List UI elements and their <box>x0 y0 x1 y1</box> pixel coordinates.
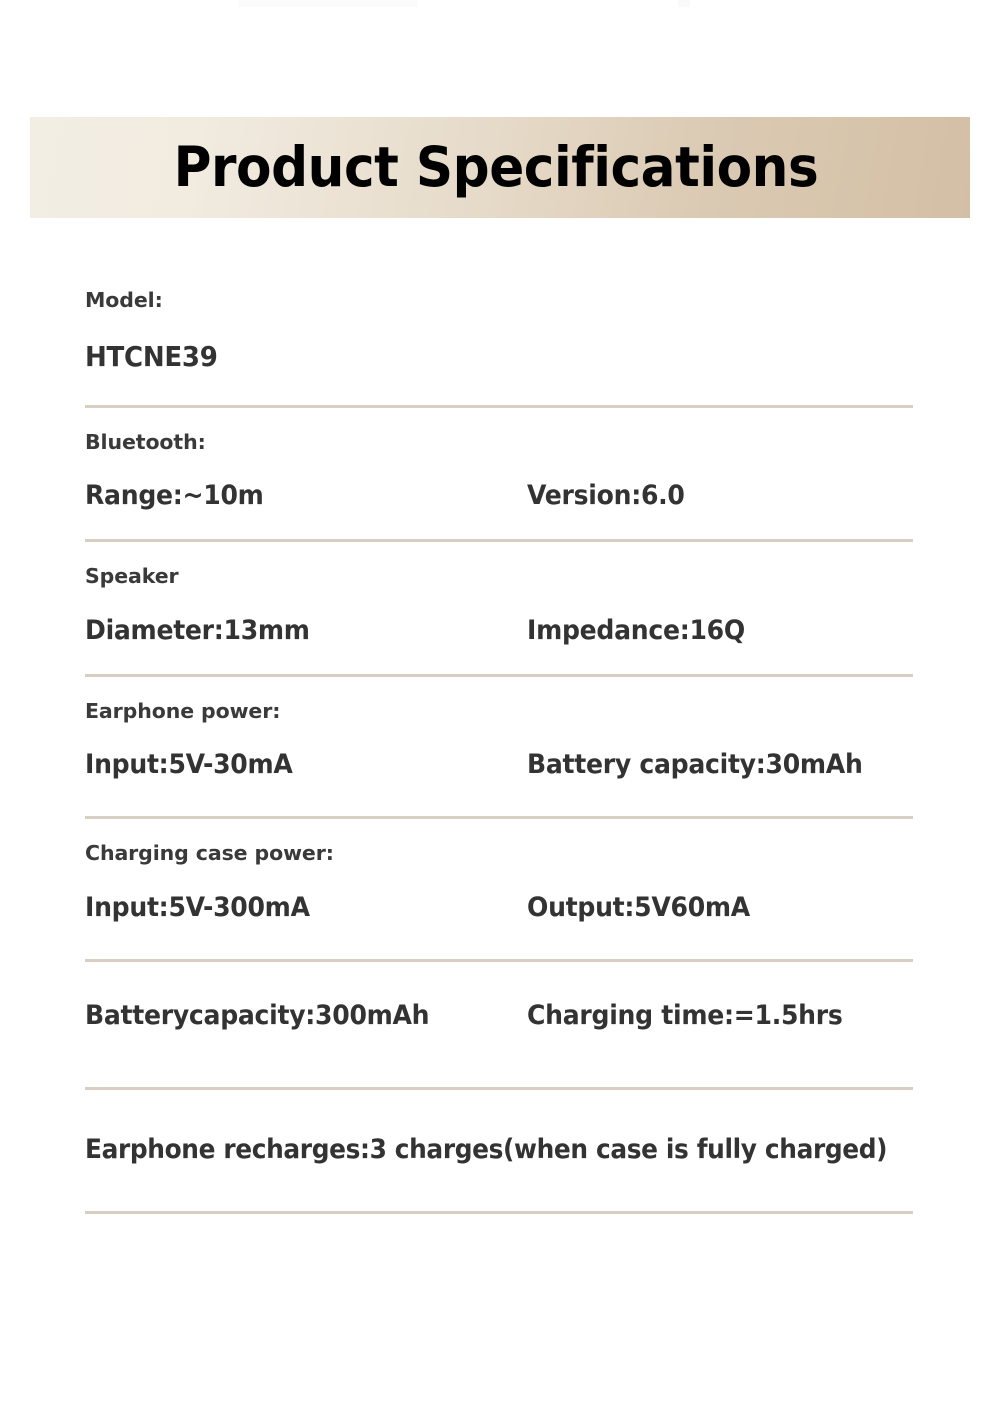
spec-label-earphone-power: Earphone power: <box>85 698 281 723</box>
row-divider <box>85 1211 913 1214</box>
spec-values-charging-case-power <box>85 891 913 959</box>
spec-value-earphone-input: Input:5V-30mA <box>85 749 293 780</box>
spec-value-case-charging-time: Charging time:=1.5hrs <box>526 999 843 1031</box>
spec-label-model: Model: <box>85 288 163 312</box>
page-title: Product Specifications <box>173 135 819 199</box>
spec-value-speaker-diameter: Diameter:13mm <box>85 614 310 646</box>
spec-value-bluetooth-range: Range:~10m <box>85 480 264 511</box>
scan-artifact-top-right <box>678 0 690 7</box>
spec-row-earphone-power <box>85 677 913 817</box>
header-banner <box>30 117 970 218</box>
spec-row-speaker <box>85 542 913 674</box>
spec-value-case-battery-capacity: Batterycapacity:300mAh <box>85 999 430 1031</box>
spec-value-bluetooth-version: Version:6.0 <box>526 480 685 511</box>
spec-values-earphone-recharges <box>85 1133 913 1211</box>
spec-value-model-number: HTCNE39 <box>85 339 218 373</box>
spec-values-case-battery <box>85 999 913 1087</box>
spec-label-speaker: Speaker <box>85 564 179 588</box>
spec-row-charging-case-power <box>85 819 913 959</box>
spec-value-earphone-recharges: Earphone recharges:3 charges(when case is fully charged) <box>85 1133 888 1165</box>
spec-row-case-battery <box>85 962 913 1087</box>
spec-value-case-output: Output:5V60mA <box>526 891 750 923</box>
spec-value-speaker-impedance: Impedance:16Q <box>526 614 745 646</box>
spec-values-bluetooth <box>85 482 913 539</box>
spec-values-speaker <box>85 614 913 674</box>
spec-row-bluetooth <box>85 408 913 540</box>
spec-row-model <box>85 272 913 405</box>
scan-artifact-top-left <box>238 0 418 7</box>
spec-values-model <box>85 339 913 405</box>
spec-label-bluetooth: Bluetooth: <box>85 429 206 454</box>
spec-label-charging-case-power: Charging case power: <box>85 841 334 865</box>
spec-value-case-input: Input:5V-300mA <box>85 891 310 923</box>
spec-values-earphone-power <box>85 751 913 816</box>
spec-value-earphone-battery-capacity: Battery capacity:30mAh <box>526 749 863 780</box>
spec-row-earphone-recharges <box>85 1090 913 1211</box>
specifications-table <box>85 272 913 1214</box>
